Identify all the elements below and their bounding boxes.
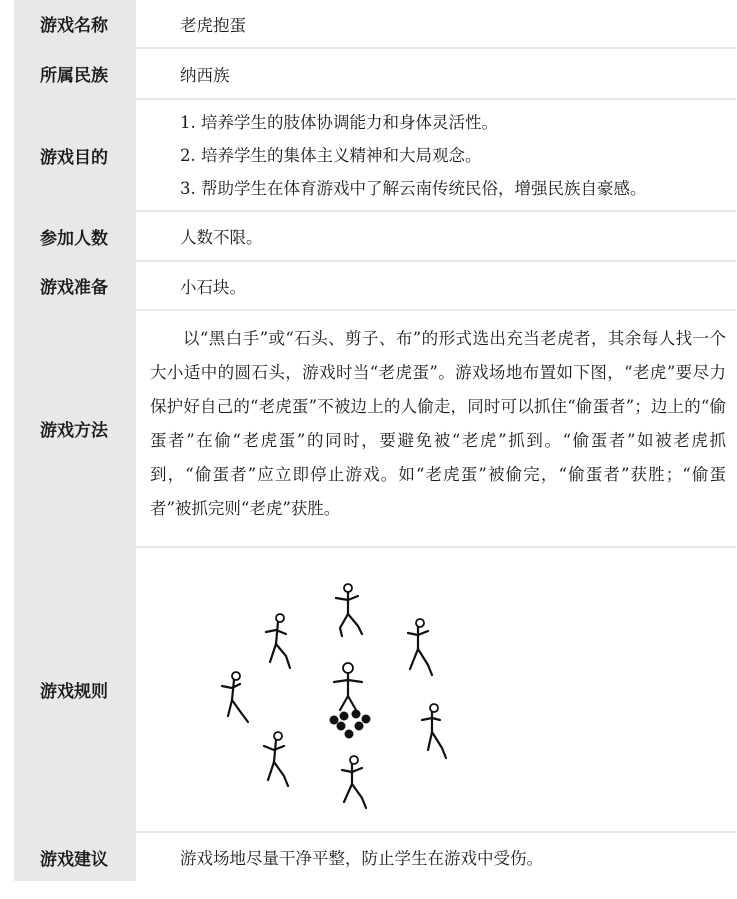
row-label: 游戏名称 bbox=[40, 16, 108, 36]
row-label: 所属民族 bbox=[40, 66, 108, 86]
row-cell bbox=[136, 548, 736, 831]
row-game-suggestion bbox=[14, 833, 736, 881]
row-cell bbox=[136, 0, 736, 47]
row-participants bbox=[14, 212, 736, 260]
purpose-list bbox=[180, 106, 724, 205]
egg-thief-figure bbox=[408, 619, 432, 675]
row-ethnic-group bbox=[14, 49, 736, 98]
row-cell bbox=[136, 100, 736, 210]
row-label: 参加人数 bbox=[40, 228, 108, 249]
row-game-rules bbox=[14, 548, 736, 831]
row-game-name bbox=[14, 0, 736, 47]
row-game-method bbox=[14, 311, 736, 546]
method-paragraph: 以“黑白手”或“石头、剪子、布”的形式选出充当老虎者，其余每人找一个大小适中的圆石头，游戏时当“老虎蛋”。游戏场地布置如下图，“老虎”要尽力保护好自己的“老虎蛋”不被边上的人偷走，同时可以抓住“偷蛋者”；边上的“偷蛋者”在偷“老虎蛋”的同时，要避免被“老虎”抓到。“偷蛋者”如被老虎抓到，“偷蛋者”应立即停止游戏。如“老虎蛋”被偷完，“偷蛋者”获胜；“偷蛋者”被抓完则“老虎”获胜。 bbox=[150, 329, 726, 518]
ethnic-group-value: 纳西族 bbox=[180, 65, 230, 85]
purpose-item: 1. 培养学生的肢体协调能力和身体灵活性。 bbox=[180, 113, 498, 132]
game-name-value: 老虎抱蛋 bbox=[180, 15, 246, 35]
egg-thief-figure bbox=[342, 756, 366, 808]
suggestion-value: 游戏场地尽量干净平整，防止学生在游戏中受伤。 bbox=[180, 849, 543, 868]
purpose-item: 3. 帮助学生在体育游戏中了解云南传统民俗，增强民族自豪感。 bbox=[180, 179, 647, 198]
row-label: 游戏方法 bbox=[40, 421, 108, 441]
purpose-item: 2. 培养学生的集体主义精神和大局观念。 bbox=[180, 146, 482, 165]
row-cell bbox=[136, 49, 736, 98]
row-cell bbox=[136, 262, 736, 309]
row-cell bbox=[136, 833, 736, 881]
egg-thief-figure bbox=[422, 704, 446, 758]
field-layout-figure bbox=[196, 568, 496, 818]
participants-value: 人数不限。 bbox=[180, 228, 263, 247]
row-game-purpose bbox=[14, 100, 736, 210]
egg-thief-figure bbox=[222, 672, 248, 722]
game-info-table bbox=[14, 0, 736, 881]
egg-thief-figure bbox=[264, 732, 288, 786]
row-preparation bbox=[14, 262, 736, 309]
row-label: 游戏准备 bbox=[40, 278, 108, 298]
egg-thief-figure bbox=[336, 584, 362, 636]
tiger-figure bbox=[334, 663, 362, 710]
row-cell bbox=[136, 212, 736, 260]
row-label: 游戏规则 bbox=[40, 682, 108, 702]
egg-thief-figure bbox=[266, 614, 290, 668]
row-cell bbox=[136, 311, 736, 546]
tiger-eggs bbox=[330, 710, 371, 739]
preparation-value: 小石块。 bbox=[180, 277, 246, 297]
row-label: 游戏目的 bbox=[40, 147, 108, 168]
row-label: 游戏建议 bbox=[40, 849, 108, 870]
